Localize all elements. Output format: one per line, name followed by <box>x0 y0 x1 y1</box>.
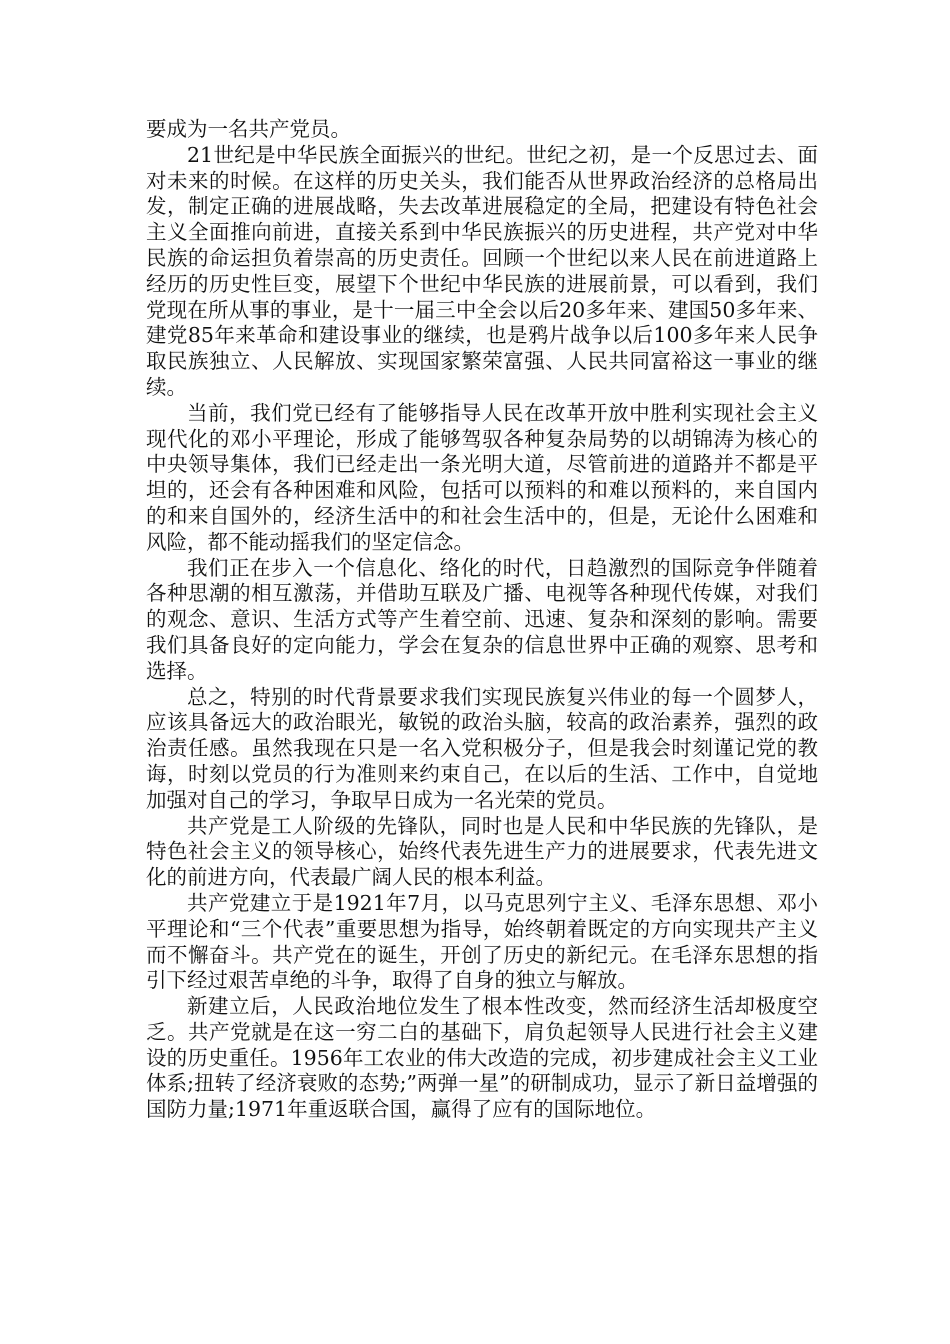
paragraph-21st-century: 21世纪是中华民族全面振兴的世纪。世纪之初，是一个反思过去、面对未来的时候。在这样的历史关头，我们能否从世界政治经济的总格局出发，制定正确的进展战略，失去改革进展稳定的全局，把建设有特色社会主义全面推向前进，直接关系到中华民族振兴的历史进程，共产党对中华民族的命运担负着崇高的历史责任。回顾一个世纪以来人民在前进道路上经历的历史性巨变，展望下个世纪中华民族的进展前景，可以看到，我们党现在所从事的事业，是十一届三中全会以后20多年来、建国50多年来、建党85年来革命和建设事业的继续，也是鸦片战争以后100多年来人民争取民族独立、人民解放、实现国家繁荣富强、人民共同富裕这一事业的继续。 <box>146 142 818 399</box>
paragraph-new-china: 新建立后，人民政治地位发生了根本性改变，然而经济生活却极度空乏。共产党就是在这一穷二白的基础下，肩负起领导人民进行社会主义建设的历史重任。1956年工农业的伟大改造的完成，初步建成社会主义工业体系;扭转了经济衰败的态势;”两弹一星”的研制成功，显示了新日益增强的国防力量;1971年重返联合国，赢得了应有的国际地位。 <box>146 994 818 1122</box>
document-body <box>146 117 818 1123</box>
paragraph-information-age: 我们正在步入一个信息化、络化的时代，日趋激烈的国际竞争伴随着各种思潮的相互激荡，并借助互联及广播、电视等各种现代传媒，对我们的观念、意识、生活方式等产生着空前、迅速、复杂和深刻的影响。需要我们具备良好的定向能力，学会在复杂的信息世界中正确的观察、思考和选择。 <box>146 555 818 683</box>
paragraph-vanguard: 共产党是工人阶级的先锋队，同时也是人民和中华民族的先锋队，是特色社会主义的领导核心，始终代表先进生产力的进展要求，代表先进文化的前进方向，代表最广阔人民的根本利益。 <box>146 813 818 890</box>
paragraph-founding: 共产党建立于是1921年7月，以马克思列宁主义、毛泽东思想、邓小平理论和“三个代表”重要思想为指导，始终朝着既定的方向实现共产主义而不懈奋斗。共产党在的诞生，开创了历史的新纪元。在毛泽东思想的指引下经过艰苦卓绝的斗争，取得了自身的独立与解放。 <box>146 890 818 993</box>
paragraph-conclusion: 总之，特别的时代背景要求我们实现民族复兴伟业的每一个圆梦人，应该具备远大的政治眼光，敏锐的政治头脑，较高的政治素养，强烈的政治责任感。虽然我现在只是一名入党积极分子，但是我会时刻谨记党的教诲，时刻以党员的行为准则来约束自己，在以后的生活、工作中，自觉地加强对自己的学习，争取早日成为一名光荣的党员。 <box>146 684 818 812</box>
paragraph-current-situation: 当前，我们党已经有了能够指导人民在改革开放中胜利实现社会主义现代化的邓小平理论，形成了能够驾驭各种复杂局势的以胡锦涛为核心的中央领导集体，我们已经走出一条光明大道，尽管前进的道路并不都是平坦的，还会有各种困难和风险，包括可以预料的和难以预料的，来自国内的和来自国外的，经济生活中的和社会生活中的，但是，无论什么困难和风险，都不能动摇我们的坚定信念。 <box>146 400 818 554</box>
paragraph-continuation: 要成为一名共产党员。 <box>146 117 351 141</box>
